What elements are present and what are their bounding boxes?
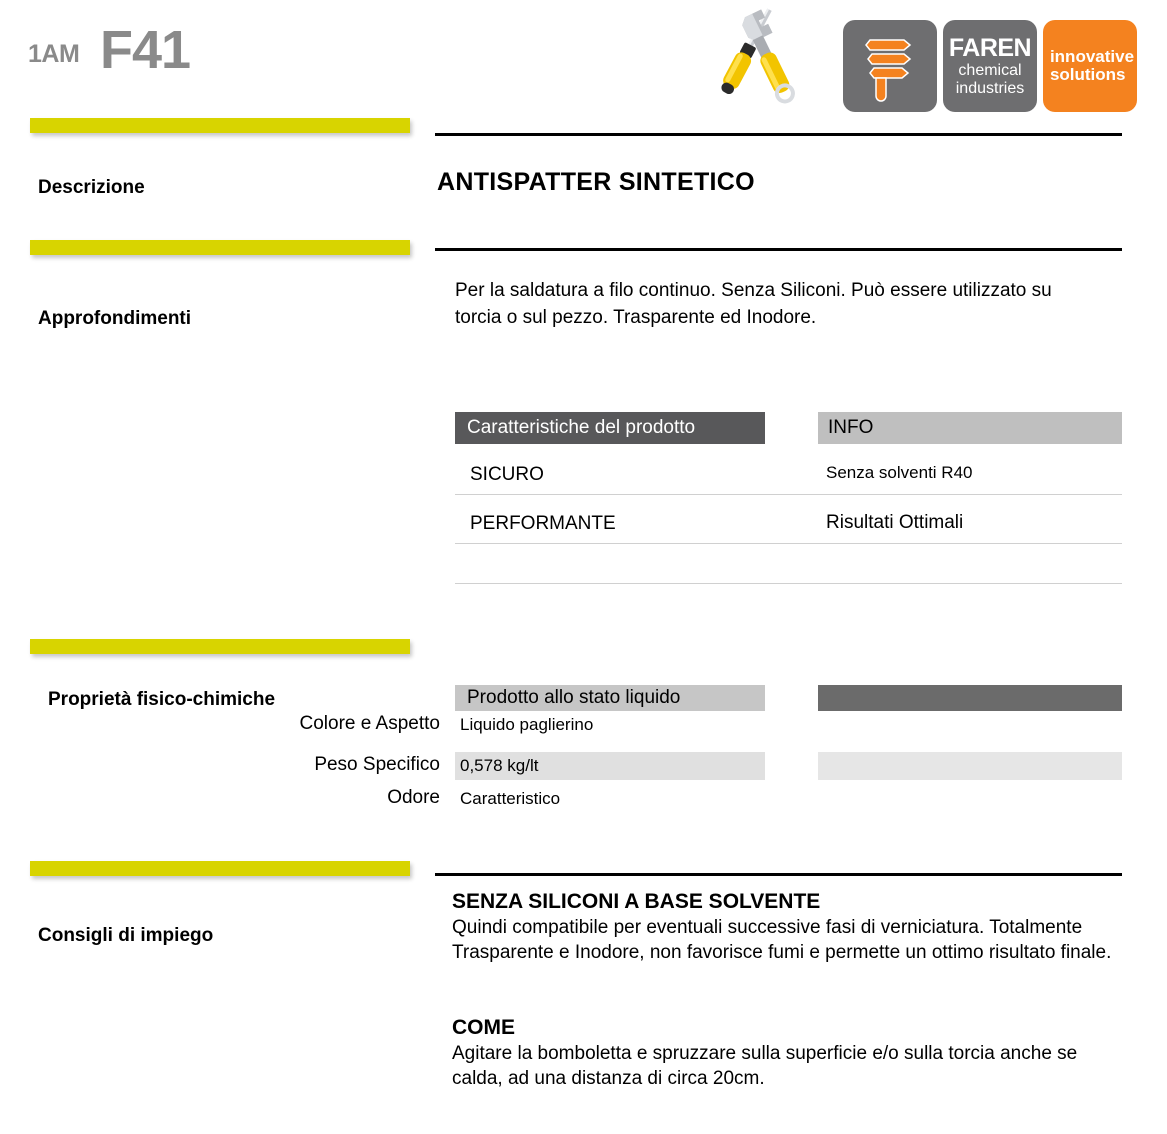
section-label-descrizione: Descrizione [38,177,145,198]
table-header-info: INFO [818,412,1122,444]
section-label-approfondimenti: Approfondimenti [38,308,192,329]
advice-body: Agitare la bomboletta e spruzzare sulla superficie e/o sulla torcia anche se calda, ad una distanza di circa 20cm. [452,1043,1078,1090]
brand-logo-group [843,20,1137,112]
row-divider [455,543,1122,544]
table-row: PERFORMANTE [470,513,616,534]
product-code-prefix: 1AM [28,40,80,68]
table-row: Senza solventi R40 [826,463,973,482]
property-value: 0,578 kg/lt [460,756,539,775]
tagline-line2: solutions [1049,65,1126,84]
advice-body: Quindi compatibile per eventuali successive fasi di verniciatura. Totalmente Trasparente e Inodore, non favorisce fumi e permette un ottimo risultato finale. [452,917,1112,964]
accent-bar-consigli [30,861,410,876]
accent-bar-approfondimenti [30,240,410,255]
property-label: Odore [387,787,440,808]
advice-heading: COME [452,1016,515,1039]
logo-brush-tile [843,20,937,112]
property-row-band-right [818,752,1122,780]
divider-consigli-top [435,873,1122,876]
logo-tagline-tile [1043,20,1137,112]
table-row: SICURO [470,464,544,485]
table-row: Risultati Ottimali [826,512,964,533]
property-label: Colore e Aspetto [299,713,440,734]
faren-brand-line2: industries [955,79,1025,97]
product-code-main: F41 [100,20,191,80]
accent-bar-descrizione [30,118,410,133]
product-description-text: Per la saldatura a filo continuo. Senza Siliconi. Può essere utilizzato su torcia o sul pezzo. Trasparente ed Inodore. [455,280,1052,328]
row-divider [455,494,1122,495]
divider-approfondimenti-top [435,248,1122,251]
wrench-screwdriver-icon [703,8,821,110]
advice-heading: SENZA SILICONI A BASE SOLVENTE [452,890,821,913]
table-header-caratteristiche: Caratteristiche del prodotto [455,412,765,444]
state-header-band-right [818,685,1122,711]
property-label: Peso Specifico [314,754,440,775]
logo-faren-tile [943,20,1037,112]
section-label-consigli: Consigli di impiego [38,925,214,946]
property-value: Liquido paglierino [460,715,594,734]
page-header [0,0,1167,118]
faren-brand-text [948,33,1032,97]
property-value: Caratteristico [460,789,561,808]
row-divider [455,583,1122,584]
faren-brand-name: FAREN [948,33,1032,62]
accent-bar-proprieta [30,639,410,654]
faren-brush-logo-icon [862,30,918,102]
section-label-proprieta: Proprietà fisico-chimiche [48,689,276,710]
tagline-text [1046,48,1134,84]
faren-brand-line1: chemical [958,61,1022,79]
tagline-line1: innovative [1049,47,1135,67]
product-title: ANTISPATTER SINTETICO [437,168,755,196]
state-header-label: Prodotto allo stato liquido [467,687,681,708]
divider-descrizione-top [435,133,1122,136]
